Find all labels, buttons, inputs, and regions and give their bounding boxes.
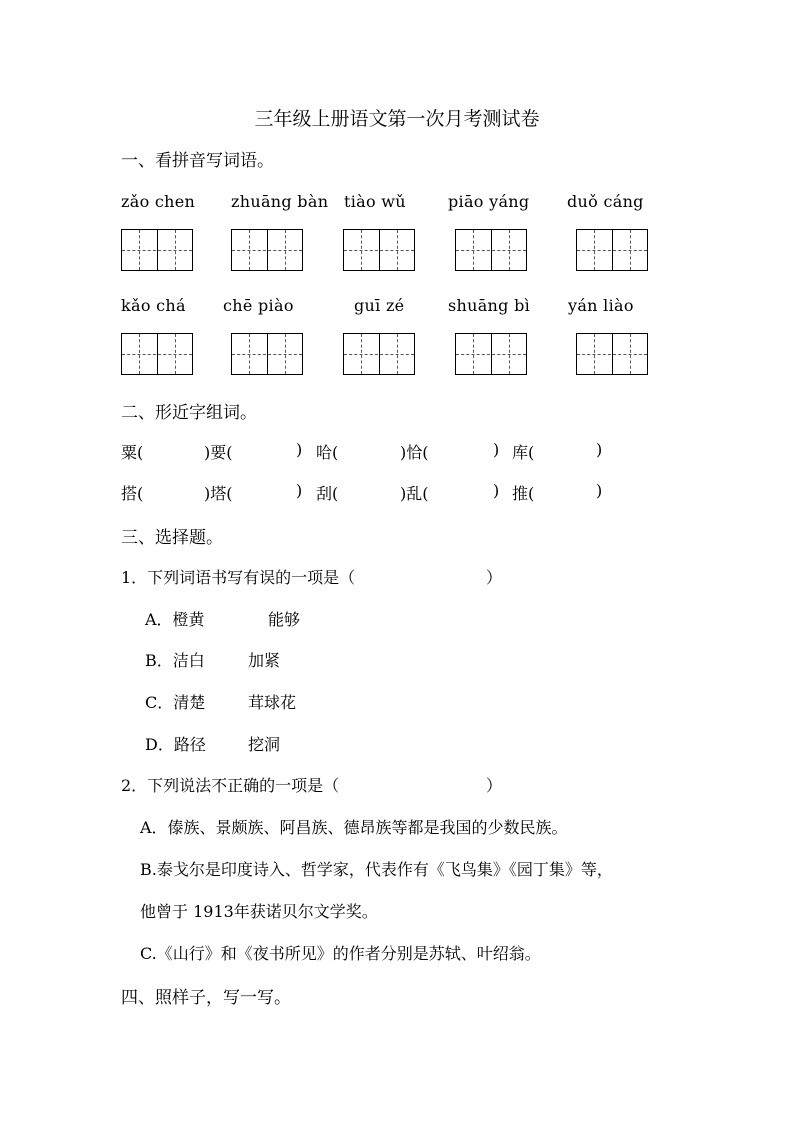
pinyin-che-piao: chē piào xyxy=(223,296,294,315)
writing-grid-box[interactable] xyxy=(121,333,193,375)
pinyin-shuang-bi: shuāng bì xyxy=(448,296,531,315)
char-item: ) xyxy=(296,481,303,500)
char-item: )要( xyxy=(204,443,233,462)
pinyin-gui-ze: guī zé xyxy=(354,296,405,315)
option-a-label: A．橙黄 xyxy=(145,610,205,629)
char-item: ) xyxy=(493,481,500,500)
writing-grid-box[interactable] xyxy=(343,333,415,375)
option-c-label: C．清楚 xyxy=(145,693,206,712)
pinyin-zao-chen: zǎo chen xyxy=(121,192,196,211)
writing-grid-box[interactable] xyxy=(576,229,648,271)
char-item: ) xyxy=(493,440,500,459)
question-2-stem: 2．下列说法不正确的一项是（ xyxy=(121,776,340,795)
question-2-close: ） xyxy=(486,776,503,795)
char-item: 刮( xyxy=(316,484,339,503)
writing-grid-box[interactable] xyxy=(455,333,527,375)
pinyin-tiao-wu: tiào wǔ xyxy=(344,192,406,211)
section-2-heading: 二、形近字组词。 xyxy=(121,403,257,423)
char-item: ) xyxy=(296,440,303,459)
question-2-option-c: C.《山行》和《夜书所见》的作者分别是苏轼、叶绍翁。 xyxy=(140,944,541,963)
pinyin-piao-yang: piāo yáng xyxy=(448,192,530,211)
pinyin-zhuang-ban: zhuāng bàn xyxy=(231,192,329,211)
question-1-close: ） xyxy=(486,568,503,587)
char-item: )恰( xyxy=(400,443,429,462)
section-4-heading: 四、照样子，写一写。 xyxy=(121,988,291,1008)
pinyin-kao-cha: kǎo chá xyxy=(121,296,186,315)
writing-grid-box[interactable] xyxy=(121,229,193,271)
question-2-option-a: A．傣族、景颇族、阿昌族、德昂族等都是我国的少数民族。 xyxy=(140,818,568,837)
writing-grid-box[interactable] xyxy=(576,333,648,375)
char-item: )乱( xyxy=(400,484,429,503)
option-b-label: B．洁白 xyxy=(145,651,205,670)
section-3-heading: 三、选择题。 xyxy=(121,528,223,548)
question-2-option-b-line-1: B.泰戈尔是印度诗入、哲学家，代表作有《飞鸟集》《园丁集》等， xyxy=(140,860,613,879)
option-c-word: 茸球花 xyxy=(248,693,297,712)
writing-grid-box[interactable] xyxy=(343,229,415,271)
option-a-word: 能够 xyxy=(268,610,301,629)
option-b-word: 加紧 xyxy=(248,651,281,670)
char-item: 哈( xyxy=(316,443,339,462)
char-item: )塔( xyxy=(204,484,233,503)
writing-grid-box[interactable] xyxy=(231,333,303,375)
question-1-stem: 1．下列词语书写有误的一项是（ xyxy=(121,568,356,587)
section-1-heading: 一、看拼音写词语。 xyxy=(121,151,274,171)
char-item: 搭( xyxy=(121,484,144,503)
char-item: ) xyxy=(596,440,603,459)
pinyin-duo-cang: duǒ cáng xyxy=(567,192,644,211)
char-item: 粟( xyxy=(121,443,144,462)
pinyin-yan-liao: yán liào xyxy=(568,296,634,315)
char-item: 推( xyxy=(512,484,535,503)
writing-grid-box[interactable] xyxy=(231,229,303,271)
page-title: 三年级上册语文第一次月考测试卷 xyxy=(254,108,540,130)
option-d-label: D．路径 xyxy=(145,735,206,754)
writing-grid-box[interactable] xyxy=(455,229,527,271)
char-item: 库( xyxy=(512,443,535,462)
question-2-option-b-line-2: 他曾于 1913年获诺贝尔文学奖。 xyxy=(140,902,378,921)
option-d-word: 挖洞 xyxy=(248,735,281,754)
char-item: ) xyxy=(596,481,603,500)
